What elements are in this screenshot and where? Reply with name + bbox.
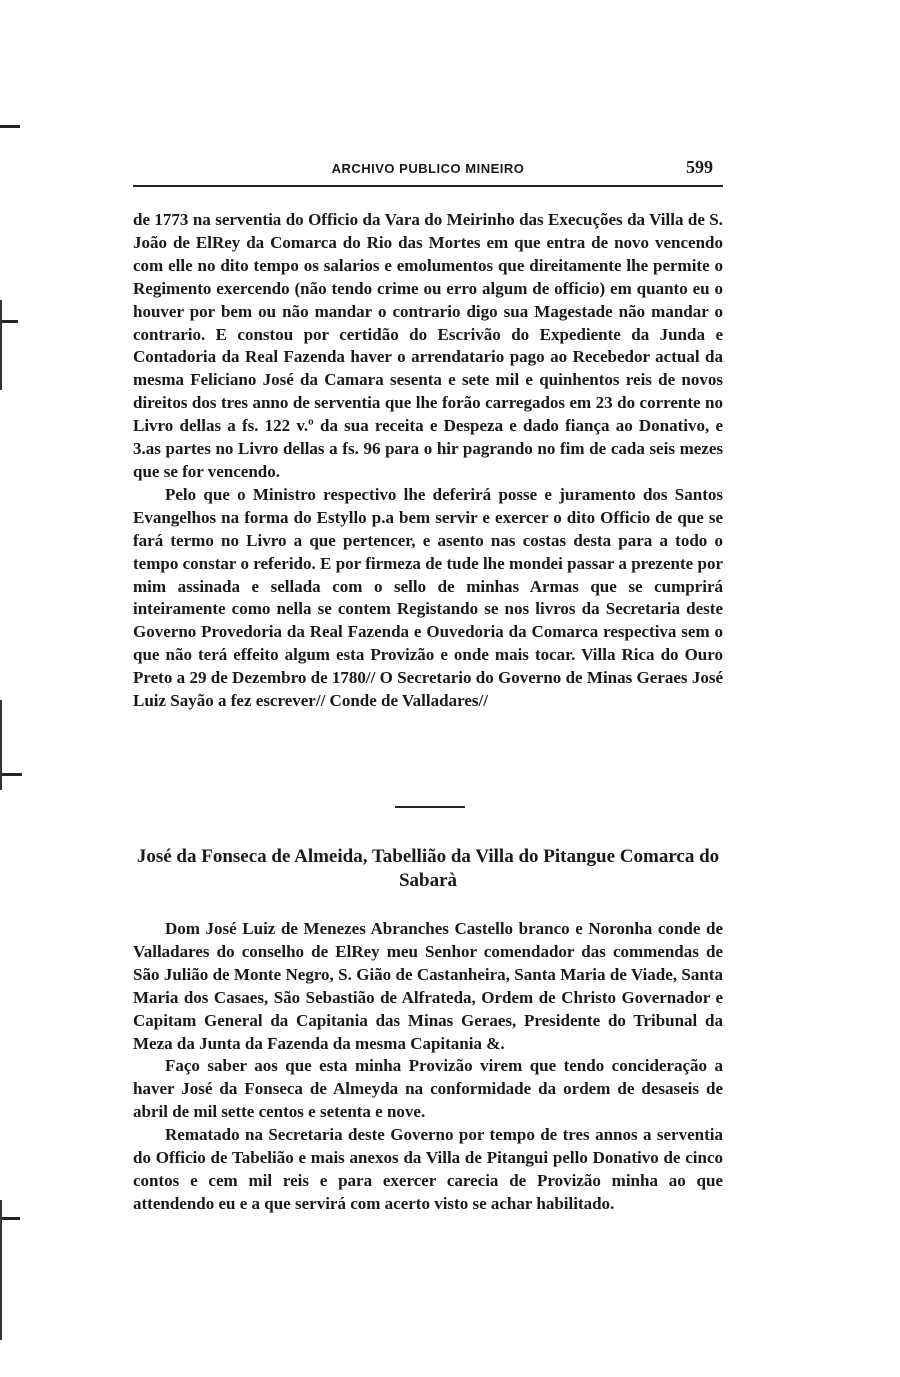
page-number: 599 [686, 157, 713, 177]
page-header [133, 157, 723, 185]
scan-edge-mark [0, 773, 22, 776]
running-title: ARCHIVO PUBLICO MINEIRO [331, 161, 525, 176]
scan-edge-line [0, 300, 2, 390]
scan-edge-mark [0, 125, 20, 128]
scan-edge-line [0, 1200, 2, 1340]
scan-edge-mark [0, 320, 18, 323]
header-rule [133, 185, 723, 187]
section-separator [395, 806, 465, 808]
scan-edge-mark [0, 1217, 20, 1220]
paragraph: Rematado na Secretaria deste Governo por tempo de tres annos a serventia do Officio de Tabelião e mais anexos da Villa de Pitangui pello Donativo de cinco contos e cem mil reis e para exercer carecia de Provizão minha ao que attendendo eu e a que servirá com acerto visto se achar habilitado. [133, 1125, 723, 1213]
paragraph: de 1773 na serventia do Officio da Vara do Meirinho das Execuções da Villa de S. João de ElRey da Comarca do Rio das Mortes em que entra de novo vencendo com elle no dito tempo os salarios e emolumentos que direitamente lhe permite o Regimento exercendo (não tendo crime ou erro algum de officio) em quanto eu o houver por bem ou não mandar o contrario digo sua Magestade não mandar o contrario. E constou por certidão do Escrivão do Expediente da Junda e Contadoria da Real Fazenda haver o arrendatario pago ao Recebedor actual da mesma Feliciano José da Camara sesenta e sete mil e quinhentos reis de novos direitos dos tres anno de serventia que lhe forão carregados em 23 do corrente no Livro dellas a fs. 122 v.º da sua receita e Despeza e dado fiança ao Donativo, e 3.as partes no Livro dellas a fs. 96 para o hir pagrando no fim de cada seis mezes que se for vencendo. [133, 210, 723, 481]
paragraph: Faço saber aos que esta minha Provizão virem que tendo concideração a haver José da Fonseca de Almeyda na conformidade da ordem de desaseis de abril de mil sette centos e setenta e nove. [133, 1056, 723, 1122]
section-2-text [133, 918, 723, 1216]
section-title: José da Fonseca de Almeida, Tabellião da Villa do Pitangue Comarca do Sabarà [136, 846, 720, 891]
paragraph: Dom José Luiz de Menezes Abranches Castello branco e Noronha conde de Valladares do conselho de ElRey meu Senhor comendador das commendas de São Julião de Monte Negro, S. Gião de Castanheira, Santa Maria de Viade, Santa Maria dos Casaes, São Sebastião de Alfrateda, Ordem de Christo Governador e Capitam General da Capitania das Minas Geraes, Presidente do Tribunal da Meza da Junta da Fazenda da mesma Capitania &. [133, 919, 723, 1053]
scan-edge-line [0, 700, 2, 790]
paragraph: Pelo que o Ministro respectivo lhe deferirá posse e juramento dos Santos Evangelhos na forma do Estyllo p.a bem servir e exercer o dito Officio de que se fará termo no Livro a que pertencer, e asento nas costas desta para a todo o tempo constar o referido. E por firmeza de tude lhe mondei passar a prezente por mim assinada e sellada com o sello de minhas Armas que se cumprirá inteiramente como nella se contem Registando se nos livros da Secretaria deste Governo Provedoria da Real Fazenda e Ouvedoria da Comarca respectiva sem o que não terá effeito algum esta Provizão e onde mais tocar. Villa Rica do Ouro Preto a 29 de Dezembro de 1780// O Secretario do Governo de Minas Geraes José Luiz Sayão a fez escrever// Conde de Valladares// [133, 484, 723, 711]
section-1-text [133, 209, 723, 713]
